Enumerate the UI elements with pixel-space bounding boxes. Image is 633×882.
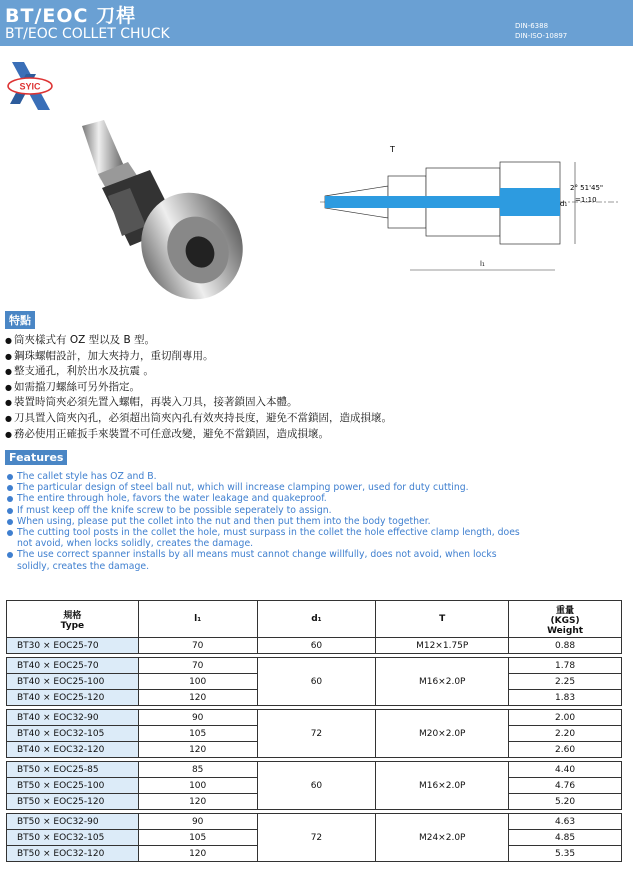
features-cn-tag: 特點 [5, 311, 35, 329]
list-item: The use correct spanner installs by all means must cannot change willfully, does not avoid, when locks solidly, creates the damage. [7, 549, 527, 571]
table-row [7, 710, 622, 726]
label-d1: d₁ [560, 200, 568, 208]
cell-type: BT50 × EOC25-100 [7, 778, 139, 794]
cell-type: BT50 × EOC25-120 [7, 794, 139, 810]
cell-weight: 2.25 [509, 674, 622, 690]
cell-l1: 100 [138, 674, 257, 690]
din-standard-2: DIN-ISO-10897 [515, 32, 568, 40]
col-type: 規格 Type [7, 601, 139, 638]
cell-type: BT40 × EOC32-90 [7, 710, 139, 726]
cell-weight: 4.85 [509, 830, 622, 846]
cell-t: M20×2.0P [376, 710, 509, 758]
table-row [7, 762, 622, 778]
features-en-tag: Features [5, 450, 67, 465]
cell-t: M12×1.75P [376, 638, 509, 654]
technical-drawing [320, 140, 620, 280]
cell-type: BT50 × EOC32-105 [7, 830, 139, 846]
page-title: BT/EOC 刀桿 [5, 5, 137, 27]
cell-type: BT40 × EOC32-105 [7, 726, 139, 742]
cell-weight: 5.35 [509, 846, 622, 862]
logo-text: SYIC [19, 81, 41, 92]
cell-type: BT50 × EOC32-90 [7, 814, 139, 830]
list-item: ● 刀具置入筒夾內孔，必須超出筒夾內孔有效夾持長度，避免不當鎖固，造成損壞。 [5, 411, 392, 427]
cell-l1: 120 [138, 794, 257, 810]
cell-weight: 1.83 [509, 690, 622, 706]
cell-d1: 60 [257, 658, 376, 706]
label-l1: l₁ [480, 260, 485, 268]
list-item: The cutting tool posts in the collet the hole, must surpass in the collet the hole effective clamp length, does not avoid, when locks solidly, creates the damage. [7, 527, 527, 549]
cell-l1: 90 [138, 814, 257, 830]
cell-weight: 5.20 [509, 794, 622, 810]
cell-weight: 1.78 [509, 658, 622, 674]
list-item: ● 如需擋刀螺絲可另外指定。 [5, 380, 392, 396]
cell-d1: 60 [257, 762, 376, 810]
cell-l1: 120 [138, 742, 257, 758]
table-row [7, 658, 622, 674]
cell-weight: 4.40 [509, 762, 622, 778]
list-item: If must keep off the knife screw to be possible seperately to assign. [7, 505, 527, 516]
col-d1: d₁ [257, 601, 376, 638]
list-item: ● 務必使用正確扳手來裝置不可任意改變，避免不當鎖固，造成損壞。 [5, 427, 392, 443]
cell-weight: 4.63 [509, 814, 622, 830]
din-standard-1: DIN-6388 [515, 22, 549, 30]
list-item: The particular design of steel ball nut, which will increase clamping power, used for duty cutting. [7, 482, 527, 493]
list-item: The callet style has OZ and B. [7, 471, 527, 482]
page-subtitle: BT/EOC COLLET CHUCK [5, 26, 170, 42]
cell-t: M16×2.0P [376, 658, 509, 706]
list-item: ● 鋼珠螺帽設計，加大夾持力，重切削專用。 [5, 349, 392, 365]
syic-logo [6, 60, 54, 114]
col-weight: 重量 (KGS) Weight [509, 601, 622, 638]
cell-l1: 70 [138, 658, 257, 674]
label-angle: 2° 51'45" [570, 184, 604, 192]
header-banner [0, 0, 633, 46]
list-item: ● 裝置時筒夾必須先置入螺帽，再裝入刀具，接著鎖固入本體。 [5, 395, 392, 411]
cell-type: BT50 × EOC32-120 [7, 846, 139, 862]
cell-l1: 70 [138, 638, 257, 654]
cell-type: BT40 × EOC25-100 [7, 674, 139, 690]
cell-l1: 90 [138, 710, 257, 726]
table-row [7, 638, 622, 654]
features-en-list [7, 471, 527, 572]
list-item: The entire through hole, favors the water leakage and quakeproof. [7, 493, 527, 504]
spec-table [6, 600, 622, 862]
label-taper: =1:10 [575, 196, 597, 204]
cell-weight: 2.20 [509, 726, 622, 742]
label-t: T [390, 145, 395, 154]
cell-weight: 2.60 [509, 742, 622, 758]
cell-l1: 105 [138, 830, 257, 846]
collet-chuck-photo [60, 118, 250, 303]
cell-type: BT40 × EOC25-120 [7, 690, 139, 706]
cell-l1: 105 [138, 726, 257, 742]
cell-t: M16×2.0P [376, 762, 509, 810]
cell-l1: 100 [138, 778, 257, 794]
cell-type: BT50 × EOC25-85 [7, 762, 139, 778]
cell-type: BT40 × EOC32-120 [7, 742, 139, 758]
cell-type: BT40 × EOC25-70 [7, 658, 139, 674]
list-item: ● 筒夾樣式有 OZ 型以及 B 型。 [5, 333, 392, 349]
cell-t: M24×2.0P [376, 814, 509, 862]
col-t: T [376, 601, 509, 638]
list-item: When using, please put the collet into the nut and then put them into the body together. [7, 516, 527, 527]
cell-type: BT30 × EOC25-70 [7, 638, 139, 654]
cell-l1: 85 [138, 762, 257, 778]
table-row [7, 814, 622, 830]
list-item: ● 整支通孔，利於出水及抗震 。 [5, 364, 392, 380]
cell-weight: 0.88 [509, 638, 622, 654]
cell-weight: 2.00 [509, 710, 622, 726]
cell-weight: 4.76 [509, 778, 622, 794]
cell-d1: 72 [257, 814, 376, 862]
cell-l1: 120 [138, 690, 257, 706]
cell-d1: 60 [257, 638, 376, 654]
cell-d1: 72 [257, 710, 376, 758]
cell-l1: 120 [138, 846, 257, 862]
features-cn-list [5, 333, 392, 442]
col-l1: l₁ [138, 601, 257, 638]
